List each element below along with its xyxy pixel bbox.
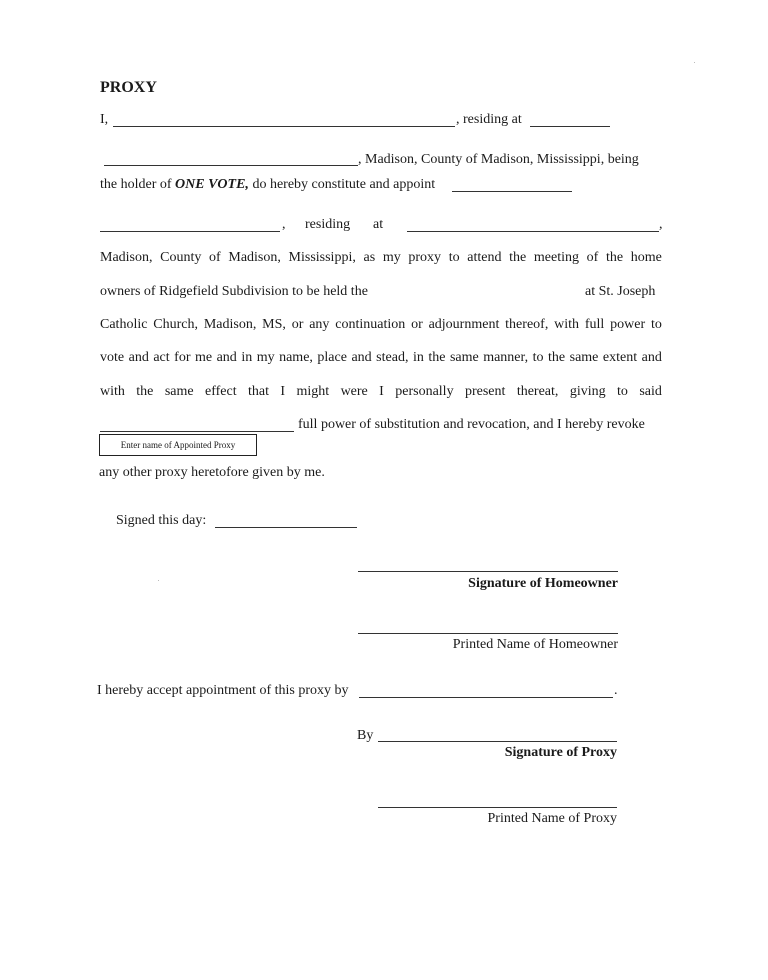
para-word: my	[256, 350, 275, 365]
para-word: continuation	[335, 317, 406, 332]
comma-1: ,	[282, 217, 286, 232]
appointed-proxy-hint-label: Enter name of Appointed Proxy	[120, 440, 236, 450]
para-word: giving	[569, 384, 606, 399]
proxy-printed-name-label: Printed Name of Proxy	[487, 811, 617, 826]
one-vote-text: ONE VOTE,	[175, 177, 249, 192]
para-word: or	[291, 317, 304, 332]
declarant-label: I,	[100, 112, 109, 127]
holder-pre: the holder of	[100, 177, 172, 192]
signed-day-label: Signed this day:	[116, 513, 207, 528]
para-word: Madison,	[100, 250, 153, 265]
para-word: the	[548, 350, 566, 365]
para-line-1	[100, 251, 662, 265]
para-word: of	[209, 250, 221, 265]
signed-day-blank[interactable]	[215, 527, 357, 528]
para-word: full	[584, 317, 605, 332]
para-word: and	[128, 350, 149, 365]
para-word: and	[641, 350, 662, 365]
revoke-text: full power of substitution and revocation, and I hereby revoke	[298, 417, 645, 432]
any-other-proxy-text: any other proxy heretofore given by me.	[99, 465, 325, 480]
appointee-blank-1[interactable]	[452, 191, 572, 192]
para-word: that	[248, 384, 269, 399]
para-word: me	[194, 350, 213, 365]
para-word: personally	[395, 384, 454, 399]
para-word: same	[569, 350, 599, 365]
residing-word: residing	[305, 217, 351, 232]
declarant-street-blank[interactable]	[104, 165, 358, 166]
para-word: adjournment	[428, 317, 500, 332]
para-word: to	[532, 350, 544, 365]
para-word: any	[309, 317, 330, 332]
para-word: Madison,	[203, 317, 257, 332]
para-word: were	[340, 384, 368, 399]
holder-text	[100, 178, 435, 192]
homeowner-signature-label: Signature of Homeowner	[468, 576, 618, 591]
para-word: the	[605, 250, 624, 265]
para-line-2	[100, 318, 662, 332]
para-word: power	[610, 317, 646, 332]
comma-2: ,	[659, 217, 663, 232]
para-word: attend	[467, 250, 502, 265]
para-word: and	[216, 350, 237, 365]
para-word: Mississippi,	[288, 250, 356, 265]
para-word: Madison,	[228, 250, 281, 265]
madison-location-text: , Madison, County of Madison, Mississippi, being	[358, 152, 639, 167]
para-word: or	[411, 317, 423, 332]
para-line-4	[100, 385, 662, 399]
para-word: with	[554, 317, 580, 332]
homeowner-signature-line[interactable]	[358, 571, 618, 572]
scan-speck	[694, 62, 695, 63]
para-word: Catholic	[100, 317, 148, 332]
para-word: to	[650, 317, 662, 332]
scan-speck	[158, 580, 159, 581]
by-label: By	[357, 728, 374, 743]
para-word: proxy	[408, 250, 442, 265]
para-word: effect	[204, 384, 237, 399]
para-word: to	[448, 250, 460, 265]
holder-post: do hereby constitute and appoint	[252, 177, 436, 192]
para-word: same	[449, 350, 479, 365]
proxy-name-blank[interactable]	[100, 231, 280, 232]
para-word: for	[174, 350, 191, 365]
accept-period: .	[614, 683, 618, 698]
para-word: might	[296, 384, 330, 399]
para-word: in	[241, 350, 253, 365]
para-word: place	[317, 350, 347, 365]
para-word: my	[382, 250, 401, 265]
declarant-address-blank[interactable]	[530, 126, 610, 127]
proxy-signature-label: Signature of Proxy	[504, 745, 617, 760]
para-word: of	[586, 250, 599, 265]
para-line-3	[100, 351, 662, 365]
accept-text: I hereby accept appointment of this proxy by	[97, 683, 349, 698]
declarant-name-blank[interactable]	[113, 126, 455, 127]
at-word: at	[373, 217, 384, 232]
para-word: to	[617, 384, 628, 399]
para-word: present	[464, 384, 506, 399]
substitution-proxy-blank[interactable]	[100, 431, 294, 432]
para-word: Church,	[153, 317, 198, 332]
homeowner-printed-name-line[interactable]	[358, 633, 618, 634]
proxy-address-blank[interactable]	[407, 231, 659, 232]
para-word: stead,	[376, 350, 409, 365]
para-word: manner,	[483, 350, 529, 365]
homeowner-printed-name-label: Printed Name of Homeowner	[452, 637, 618, 652]
para-word: same	[164, 384, 194, 399]
para-word: I	[280, 384, 286, 399]
para-word: thereat,	[516, 384, 559, 399]
accept-proxy-blank[interactable]	[359, 697, 613, 698]
para-word: the	[509, 250, 527, 265]
para-word: MS,	[262, 317, 286, 332]
proxy-printed-name-line[interactable]	[378, 807, 617, 808]
para-word: meeting	[533, 250, 579, 265]
para-word: said	[639, 384, 662, 399]
para-word: act	[153, 350, 170, 365]
para-word: as	[363, 250, 376, 265]
para-word: the	[428, 350, 446, 365]
residing-label: , residing at	[456, 112, 522, 127]
para-word: thereof,	[505, 317, 549, 332]
para-word: home	[630, 250, 662, 265]
owners-line-left: owners of Ridgefield Subdivision to be held the	[100, 284, 368, 299]
appointed-proxy-hint-box	[99, 434, 257, 456]
para-word: with	[100, 384, 125, 399]
page-title: PROXY	[100, 79, 157, 96]
para-word: vote	[100, 350, 125, 365]
para-word: and	[351, 350, 372, 365]
para-word: extent	[602, 350, 638, 365]
para-word: County	[160, 250, 202, 265]
proxy-signature-line[interactable]	[378, 741, 617, 742]
para-word: in	[412, 350, 424, 365]
para-word: name,	[279, 350, 313, 365]
para-word: the	[136, 384, 154, 399]
owners-line-right: at St. Joseph	[585, 284, 656, 299]
para-word: I	[379, 384, 384, 399]
